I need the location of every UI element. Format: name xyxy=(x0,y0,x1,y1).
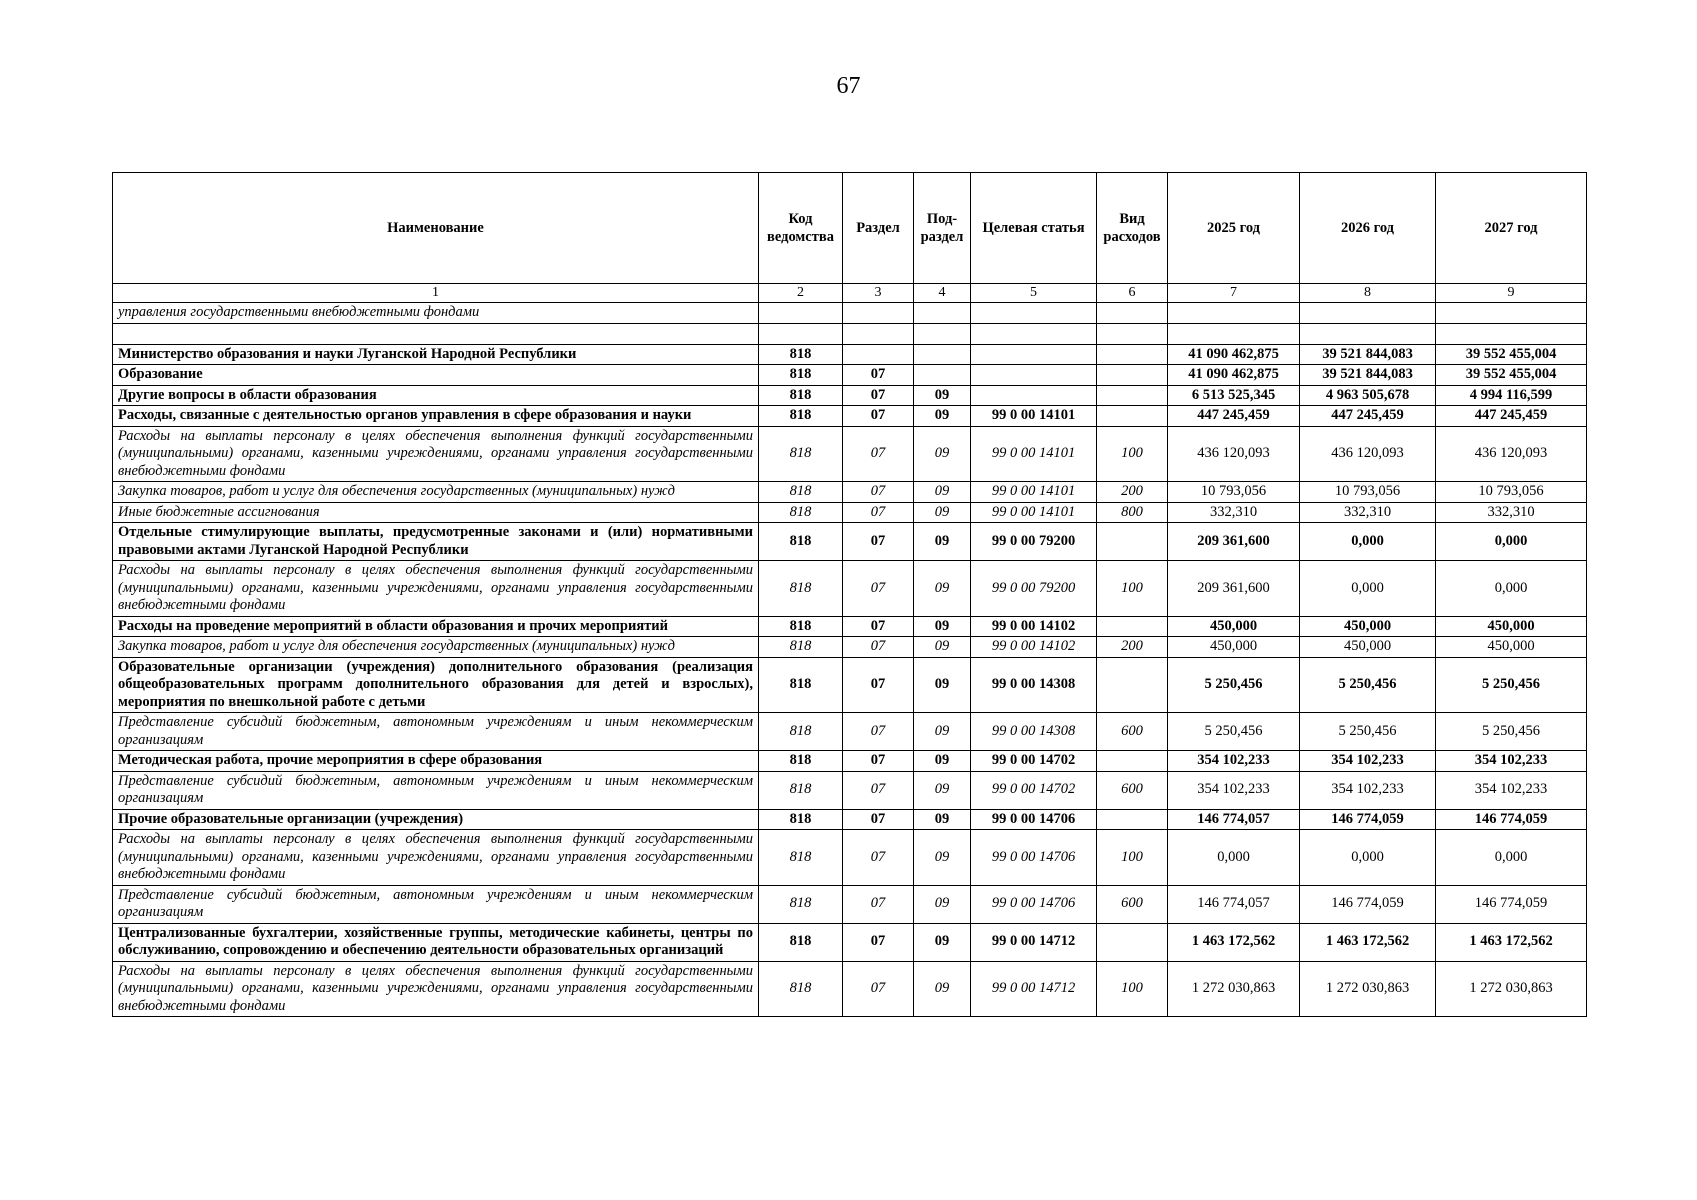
row-amount-2027: 10 793,056 xyxy=(1436,482,1587,503)
column-number: 5 xyxy=(971,284,1097,303)
table-row xyxy=(113,771,1587,809)
row-type: 100 xyxy=(1097,961,1168,1017)
row-code xyxy=(759,303,843,324)
row-target xyxy=(971,385,1097,406)
row-section: 07 xyxy=(843,406,914,427)
row-type: 100 xyxy=(1097,830,1168,886)
row-type: 600 xyxy=(1097,713,1168,751)
table-row xyxy=(113,923,1587,961)
column-number: 6 xyxy=(1097,284,1168,303)
row-name: Закупка товаров, работ и услуг для обеспечения государственных (муниципальных) нужд xyxy=(113,637,759,658)
row-subsection: 09 xyxy=(914,637,971,658)
row-code: 818 xyxy=(759,523,843,561)
row-subsection: 09 xyxy=(914,561,971,617)
row-subsection xyxy=(914,365,971,386)
row-amount-2026: 450,000 xyxy=(1300,616,1436,637)
row-subsection: 09 xyxy=(914,616,971,637)
row-amount-2027: 1 272 030,863 xyxy=(1436,961,1587,1017)
row-target: 99 0 00 14101 xyxy=(971,426,1097,482)
row-amount-2027: 5 250,456 xyxy=(1436,657,1587,713)
table-row xyxy=(113,885,1587,923)
row-section: 07 xyxy=(843,385,914,406)
column-number: 9 xyxy=(1436,284,1587,303)
row-section: 07 xyxy=(843,713,914,751)
table-row xyxy=(113,616,1587,637)
row-section: 07 xyxy=(843,751,914,772)
row-name: Закупка товаров, работ и услуг для обеспечения государственных (муниципальных) нужд xyxy=(113,482,759,503)
row-code: 818 xyxy=(759,713,843,751)
row-name: Расходы на выплаты персоналу в целях обеспечения выполнения функций государственными (муниципальными) органами, казенными учреждениями, органами управления государственными внебюджетными фондами xyxy=(113,830,759,886)
row-subsection: 09 xyxy=(914,385,971,406)
table-row xyxy=(113,365,1587,386)
row-subsection xyxy=(914,323,971,344)
column-number: 1 xyxy=(113,284,759,303)
row-target: 99 0 00 79200 xyxy=(971,561,1097,617)
row-amount-2026: 354 102,233 xyxy=(1300,751,1436,772)
row-type: 200 xyxy=(1097,482,1168,503)
row-amount-2025: 1 463 172,562 xyxy=(1168,923,1300,961)
row-target: 99 0 00 14308 xyxy=(971,713,1097,751)
row-amount-2025: 41 090 462,875 xyxy=(1168,344,1300,365)
row-subsection: 09 xyxy=(914,961,971,1017)
row-amount-2025: 209 361,600 xyxy=(1168,561,1300,617)
row-amount-2027: 1 463 172,562 xyxy=(1436,923,1587,961)
row-amount-2027: 39 552 455,004 xyxy=(1436,365,1587,386)
row-section: 07 xyxy=(843,809,914,830)
row-amount-2027: 0,000 xyxy=(1436,561,1587,617)
row-section: 07 xyxy=(843,365,914,386)
row-section: 07 xyxy=(843,426,914,482)
row-amount-2025: 146 774,057 xyxy=(1168,809,1300,830)
row-amount-2025: 447 245,459 xyxy=(1168,406,1300,427)
row-amount-2027: 332,310 xyxy=(1436,502,1587,523)
row-type xyxy=(1097,303,1168,324)
row-section: 07 xyxy=(843,830,914,886)
row-code: 818 xyxy=(759,885,843,923)
row-section: 07 xyxy=(843,961,914,1017)
row-amount-2025: 41 090 462,875 xyxy=(1168,365,1300,386)
row-target: 99 0 00 14702 xyxy=(971,751,1097,772)
row-name xyxy=(113,323,759,344)
row-amount-2025: 0,000 xyxy=(1168,830,1300,886)
table-row xyxy=(113,303,1587,324)
table-row xyxy=(113,809,1587,830)
row-amount-2026: 354 102,233 xyxy=(1300,771,1436,809)
row-code: 818 xyxy=(759,502,843,523)
column-number: 2 xyxy=(759,284,843,303)
row-name: Иные бюджетные ассигнования xyxy=(113,502,759,523)
table-row xyxy=(113,637,1587,658)
row-name: управления государственными внебюджетными фондами xyxy=(113,303,759,324)
row-amount-2026: 1 463 172,562 xyxy=(1300,923,1436,961)
row-section: 07 xyxy=(843,502,914,523)
row-amount-2027: 39 552 455,004 xyxy=(1436,344,1587,365)
row-amount-2026: 4 963 505,678 xyxy=(1300,385,1436,406)
row-amount-2027: 146 774,059 xyxy=(1436,809,1587,830)
table-row xyxy=(113,426,1587,482)
row-name: Методическая работа, прочие мероприятия в сфере образования xyxy=(113,751,759,772)
row-code: 818 xyxy=(759,344,843,365)
row-section: 07 xyxy=(843,561,914,617)
row-type xyxy=(1097,523,1168,561)
row-amount-2025: 146 774,057 xyxy=(1168,885,1300,923)
row-type xyxy=(1097,923,1168,961)
header-type: Вид расходов xyxy=(1097,173,1168,284)
row-name: Представление субсидий бюджетным, автономным учреждениям и иным некоммерческим организациям xyxy=(113,713,759,751)
row-subsection: 09 xyxy=(914,657,971,713)
table-row xyxy=(113,713,1587,751)
table-row xyxy=(113,406,1587,427)
row-amount-2026 xyxy=(1300,323,1436,344)
row-code: 818 xyxy=(759,830,843,886)
row-type: 100 xyxy=(1097,426,1168,482)
row-code: 818 xyxy=(759,923,843,961)
table-row xyxy=(113,657,1587,713)
row-amount-2027: 447 245,459 xyxy=(1436,406,1587,427)
header-row xyxy=(113,173,1587,284)
table-row xyxy=(113,561,1587,617)
row-target xyxy=(971,365,1097,386)
row-amount-2025: 1 272 030,863 xyxy=(1168,961,1300,1017)
row-target: 99 0 00 14102 xyxy=(971,637,1097,658)
row-code: 818 xyxy=(759,771,843,809)
row-amount-2025: 354 102,233 xyxy=(1168,751,1300,772)
row-code: 818 xyxy=(759,637,843,658)
row-amount-2026: 1 272 030,863 xyxy=(1300,961,1436,1017)
row-type: 100 xyxy=(1097,561,1168,617)
row-subsection: 09 xyxy=(914,482,971,503)
row-amount-2027 xyxy=(1436,303,1587,324)
header-name: Наименование xyxy=(113,173,759,284)
row-target: 99 0 00 14101 xyxy=(971,482,1097,503)
row-amount-2026: 146 774,059 xyxy=(1300,885,1436,923)
row-type xyxy=(1097,616,1168,637)
row-target: 99 0 00 14101 xyxy=(971,406,1097,427)
row-amount-2027: 0,000 xyxy=(1436,830,1587,886)
row-amount-2026: 0,000 xyxy=(1300,561,1436,617)
row-amount-2025: 5 250,456 xyxy=(1168,657,1300,713)
row-target: 99 0 00 14706 xyxy=(971,885,1097,923)
row-amount-2026: 450,000 xyxy=(1300,637,1436,658)
column-number: 8 xyxy=(1300,284,1436,303)
row-target xyxy=(971,344,1097,365)
row-amount-2026: 5 250,456 xyxy=(1300,657,1436,713)
row-amount-2027: 354 102,233 xyxy=(1436,771,1587,809)
row-subsection: 09 xyxy=(914,502,971,523)
row-subsection: 09 xyxy=(914,713,971,751)
row-name: Расходы на выплаты персоналу в целях обеспечения выполнения функций государственными (муниципальными) органами, казенными учреждениями, органами управления государственными внебюджетными фондами xyxy=(113,561,759,617)
row-target: 99 0 00 14702 xyxy=(971,771,1097,809)
header-2025: 2025 год xyxy=(1168,173,1300,284)
row-type xyxy=(1097,323,1168,344)
table-row xyxy=(113,961,1587,1017)
row-target: 99 0 00 14101 xyxy=(971,502,1097,523)
row-name: Расходы на проведение мероприятий в области образования и прочих мероприятий xyxy=(113,616,759,637)
row-code: 818 xyxy=(759,426,843,482)
row-code: 818 xyxy=(759,961,843,1017)
row-amount-2026: 447 245,459 xyxy=(1300,406,1436,427)
row-name: Прочие образовательные организации (учреждения) xyxy=(113,809,759,830)
table-row xyxy=(113,482,1587,503)
row-name: Представление субсидий бюджетным, автономным учреждениям и иным некоммерческим организациям xyxy=(113,885,759,923)
row-target: 99 0 00 14706 xyxy=(971,809,1097,830)
row-section xyxy=(843,344,914,365)
row-section: 07 xyxy=(843,482,914,503)
row-target: 99 0 00 14712 xyxy=(971,923,1097,961)
row-type xyxy=(1097,657,1168,713)
row-amount-2027: 5 250,456 xyxy=(1436,713,1587,751)
row-amount-2026: 146 774,059 xyxy=(1300,809,1436,830)
row-amount-2026: 39 521 844,083 xyxy=(1300,344,1436,365)
row-subsection xyxy=(914,344,971,365)
row-section: 07 xyxy=(843,923,914,961)
row-section: 07 xyxy=(843,616,914,637)
row-code: 818 xyxy=(759,809,843,830)
row-type: 200 xyxy=(1097,637,1168,658)
row-code: 818 xyxy=(759,406,843,427)
row-code: 818 xyxy=(759,751,843,772)
row-amount-2027: 450,000 xyxy=(1436,637,1587,658)
row-name: Представление субсидий бюджетным, автономным учреждениям и иным некоммерческим организациям xyxy=(113,771,759,809)
column-number-row xyxy=(113,284,1587,303)
row-target: 99 0 00 14712 xyxy=(971,961,1097,1017)
row-amount-2027: 354 102,233 xyxy=(1436,751,1587,772)
row-section xyxy=(843,323,914,344)
row-type: 800 xyxy=(1097,502,1168,523)
row-amount-2026: 0,000 xyxy=(1300,830,1436,886)
row-code: 818 xyxy=(759,385,843,406)
column-number: 7 xyxy=(1168,284,1300,303)
row-subsection: 09 xyxy=(914,751,971,772)
row-subsection: 09 xyxy=(914,426,971,482)
table-row xyxy=(113,385,1587,406)
row-name: Централизованные бухгалтерии, хозяйственные группы, методические кабинеты, центры по обслуживанию, сопровождению и обеспечению деятельности образовательных организаций xyxy=(113,923,759,961)
row-name: Образование xyxy=(113,365,759,386)
row-amount-2025: 6 513 525,345 xyxy=(1168,385,1300,406)
row-subsection: 09 xyxy=(914,809,971,830)
row-type xyxy=(1097,344,1168,365)
row-amount-2027: 436 120,093 xyxy=(1436,426,1587,482)
row-subsection: 09 xyxy=(914,406,971,427)
row-name: Другие вопросы в области образования xyxy=(113,385,759,406)
row-amount-2026 xyxy=(1300,303,1436,324)
row-subsection xyxy=(914,303,971,324)
header-code: Код ведомства xyxy=(759,173,843,284)
row-amount-2025: 209 361,600 xyxy=(1168,523,1300,561)
row-target: 99 0 00 79200 xyxy=(971,523,1097,561)
table-row xyxy=(113,830,1587,886)
row-target: 99 0 00 14102 xyxy=(971,616,1097,637)
row-code xyxy=(759,323,843,344)
header-target: Целевая статья xyxy=(971,173,1097,284)
row-name: Образовательные организации (учреждения) дополнительного образования (реализация общеобразовательных программ дополнительного образования для детей и взрослых), мероприятия по внешкольной работе с детьми xyxy=(113,657,759,713)
row-amount-2025 xyxy=(1168,303,1300,324)
row-amount-2026: 39 521 844,083 xyxy=(1300,365,1436,386)
row-amount-2027: 450,000 xyxy=(1436,616,1587,637)
row-subsection: 09 xyxy=(914,771,971,809)
header-section: Раздел xyxy=(843,173,914,284)
row-code: 818 xyxy=(759,561,843,617)
row-amount-2025 xyxy=(1168,323,1300,344)
row-code: 818 xyxy=(759,365,843,386)
row-amount-2025: 450,000 xyxy=(1168,616,1300,637)
row-name: Расходы на выплаты персоналу в целях обеспечения выполнения функций государственными (муниципальными) органами, казенными учреждениями, органами управления государственными внебюджетными фондами xyxy=(113,961,759,1017)
row-amount-2027: 0,000 xyxy=(1436,523,1587,561)
row-amount-2025: 354 102,233 xyxy=(1168,771,1300,809)
row-amount-2027: 4 994 116,599 xyxy=(1436,385,1587,406)
column-number: 4 xyxy=(914,284,971,303)
row-section: 07 xyxy=(843,637,914,658)
row-target: 99 0 00 14706 xyxy=(971,830,1097,886)
row-amount-2025: 332,310 xyxy=(1168,502,1300,523)
row-name: Расходы на выплаты персоналу в целях обеспечения выполнения функций государственными (муниципальными) органами, казенными учреждениями, органами управления государственными внебюджетными фондами xyxy=(113,426,759,482)
row-name: Отдельные стимулирующие выплаты, предусмотренные законами и (или) нормативными правовыми актами Луганской Народной Республики xyxy=(113,523,759,561)
row-subsection: 09 xyxy=(914,523,971,561)
column-number: 3 xyxy=(843,284,914,303)
row-type: 600 xyxy=(1097,885,1168,923)
row-target: 99 0 00 14308 xyxy=(971,657,1097,713)
row-amount-2025: 450,000 xyxy=(1168,637,1300,658)
row-amount-2027 xyxy=(1436,323,1587,344)
row-section: 07 xyxy=(843,657,914,713)
table-body xyxy=(113,303,1587,1017)
row-type xyxy=(1097,751,1168,772)
table-row xyxy=(113,502,1587,523)
row-subsection: 09 xyxy=(914,923,971,961)
row-code: 818 xyxy=(759,657,843,713)
table-row xyxy=(113,523,1587,561)
row-target xyxy=(971,303,1097,324)
table-row xyxy=(113,751,1587,772)
row-amount-2026: 5 250,456 xyxy=(1300,713,1436,751)
row-amount-2026: 436 120,093 xyxy=(1300,426,1436,482)
row-section xyxy=(843,303,914,324)
header-2027: 2027 год xyxy=(1436,173,1587,284)
row-name: Министерство образования и науки Луганской Народной Республики xyxy=(113,344,759,365)
table-row xyxy=(113,344,1587,365)
row-name: Расходы, связанные с деятельностью органов управления в сфере образования и науки xyxy=(113,406,759,427)
row-amount-2025: 436 120,093 xyxy=(1168,426,1300,482)
row-section: 07 xyxy=(843,885,914,923)
row-subsection: 09 xyxy=(914,885,971,923)
row-subsection: 09 xyxy=(914,830,971,886)
header-2026: 2026 год xyxy=(1300,173,1436,284)
row-code: 818 xyxy=(759,482,843,503)
budget-table xyxy=(112,172,1587,1017)
page-number: 67 xyxy=(836,73,861,99)
row-amount-2026: 332,310 xyxy=(1300,502,1436,523)
row-section: 07 xyxy=(843,771,914,809)
row-type xyxy=(1097,809,1168,830)
row-target xyxy=(971,323,1097,344)
row-type xyxy=(1097,385,1168,406)
row-amount-2025: 5 250,456 xyxy=(1168,713,1300,751)
table-row xyxy=(113,323,1587,344)
row-section: 07 xyxy=(843,523,914,561)
row-amount-2025: 10 793,056 xyxy=(1168,482,1300,503)
row-amount-2027: 146 774,059 xyxy=(1436,885,1587,923)
row-type xyxy=(1097,406,1168,427)
row-amount-2026: 0,000 xyxy=(1300,523,1436,561)
row-code: 818 xyxy=(759,616,843,637)
row-amount-2026: 10 793,056 xyxy=(1300,482,1436,503)
row-type: 600 xyxy=(1097,771,1168,809)
header-subsection: Под-раздел xyxy=(914,173,971,284)
row-type xyxy=(1097,365,1168,386)
